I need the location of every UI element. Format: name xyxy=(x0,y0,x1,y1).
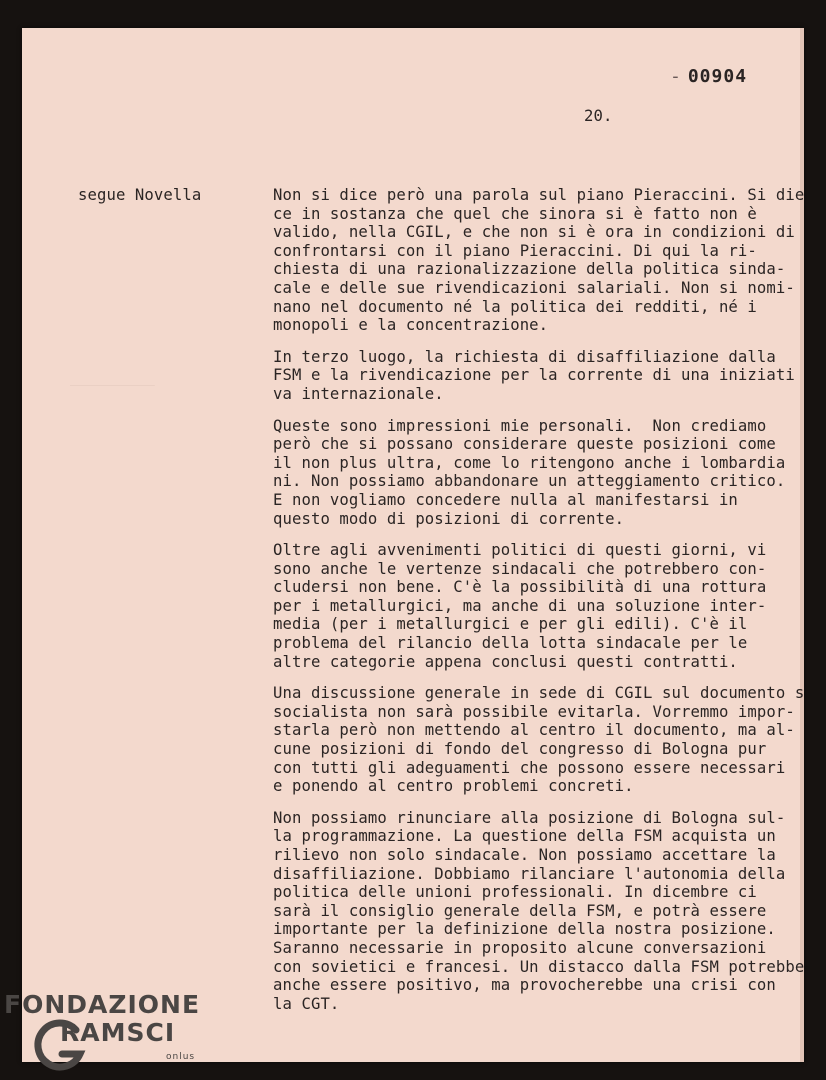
text-line: rilievo non solo sindacale. Non possiamo accettare la xyxy=(273,846,776,864)
text-line: confrontarsi con il piano Pieraccini. Di qui la ri- xyxy=(273,241,757,260)
text-line: il non plus ultra, come lo ritengono anche i lombardia xyxy=(273,453,786,472)
document-number-value: 00904 xyxy=(687,66,748,87)
text-line: va internazionale. xyxy=(273,384,444,403)
text-line: e ponendo al centro problemi concreti. xyxy=(273,777,634,796)
text-line: nano nel documento né la politica dei redditi, né i xyxy=(273,297,757,316)
paragraph xyxy=(273,541,813,671)
text-line: disaffiliazione. Dobbiamo rilanciare l'autonomia della xyxy=(273,864,786,883)
paragraph xyxy=(273,684,813,796)
text-line: importante per la definizione della nostra posizione. xyxy=(273,920,776,939)
text-line: altre categorie appena conclusi questi contratti. xyxy=(273,652,738,671)
text-line: E non vogliamo concedere nulla al manifestarsi in xyxy=(273,490,738,509)
text-line: con tutti gli adeguamenti che possono essere necessari xyxy=(273,758,786,777)
text-line: problema del rilancio della lotta sindacale per le xyxy=(273,634,748,653)
text-line: FSM e la rivendicazione per la corrente di una iniziati xyxy=(273,366,795,385)
text-line: socialista non sarà possibile evitarla. Vorremmo impor- xyxy=(273,702,795,721)
text-line: cune posizioni di fondo del congresso di Bologna pur xyxy=(273,740,767,759)
paragraph xyxy=(273,809,813,1014)
text-line: Queste sono impressioni mie personali. Non crediamo xyxy=(273,416,767,435)
text-line: però che si possano considerare queste posizioni come xyxy=(273,435,776,454)
document-number xyxy=(670,66,747,87)
page-number: 20. xyxy=(584,107,613,125)
text-line: chiesta di una razionalizzazione della politica sinda- xyxy=(273,260,786,279)
text-line: questo modo di posizioni di corrente. xyxy=(273,509,625,528)
text-line: valido, nella CGIL, e che non si è ora in condizioni di xyxy=(273,223,795,242)
text-line: la CGT. xyxy=(273,994,340,1013)
text-line: politica delle unioni professionali. In dicembre ci xyxy=(273,883,757,902)
speaker-label: segue Novella xyxy=(78,186,202,204)
text-line: media (per i metallurgici e per gli edili). C'è il xyxy=(273,615,748,634)
text-line: ni. Non possiamo abbandonare un atteggiamento critico. xyxy=(273,472,786,491)
text-line: cale e delle sue rivendicazioni salariali. Non si nomi- xyxy=(273,278,795,297)
fondazione-gramsci-watermark xyxy=(4,990,214,1076)
faint-bleedthrough-mark xyxy=(70,372,155,388)
number-dash: - xyxy=(670,66,682,87)
text-line: sono anche le vertenze sindacali che potrebbero con- xyxy=(273,559,767,578)
paragraph xyxy=(273,417,813,529)
text-line: starla però non mettendo al centro il documento, ma al- xyxy=(273,721,795,740)
paragraph xyxy=(273,348,813,404)
text-line: con sovietici e francesi. Un distacco dalla FSM potrebbe xyxy=(273,957,805,976)
paragraph xyxy=(273,186,813,335)
text-line: anche essere positivo, ma provocherebbe una crisi con xyxy=(273,976,776,995)
watermark-line-2: RAMSCI xyxy=(60,1018,176,1047)
text-line: Saranno necessarie in proposito alcune conversazioni xyxy=(273,938,767,957)
text-line: monopoli e la concentrazione. xyxy=(273,316,549,335)
text-line: per i metallurgici, ma anche di una soluzione inter- xyxy=(273,596,767,615)
text-line: Una discussione generale in sede di CGIL sul documento s xyxy=(273,684,805,703)
text-line: Non si dice però una parola sul piano Pieraccini. Si die xyxy=(273,186,805,204)
text-line: cludersi non bene. C'è la possibilità di una rottura xyxy=(273,578,767,597)
watermark-suffix: onlus xyxy=(166,1052,196,1062)
text-line: sarà il consiglio generale della FSM, e potrà essere xyxy=(273,901,767,920)
watermark-line-1: FONDAZIONE xyxy=(4,990,201,1019)
text-line: la programmazione. La questione della FSM acquista un xyxy=(273,827,776,846)
text-line: ce in sostanza che quel che sinora si è fatto non è xyxy=(273,204,757,223)
text-line: Oltre agli avvenimenti politici di questi giorni, vi xyxy=(273,541,767,560)
text-line: In terzo luogo, la richiesta di disaffiliazione dalla xyxy=(273,347,776,366)
document-body xyxy=(273,186,813,1026)
text-line: Non possiamo rinunciare alla posizione di Bologna sul- xyxy=(273,808,786,827)
